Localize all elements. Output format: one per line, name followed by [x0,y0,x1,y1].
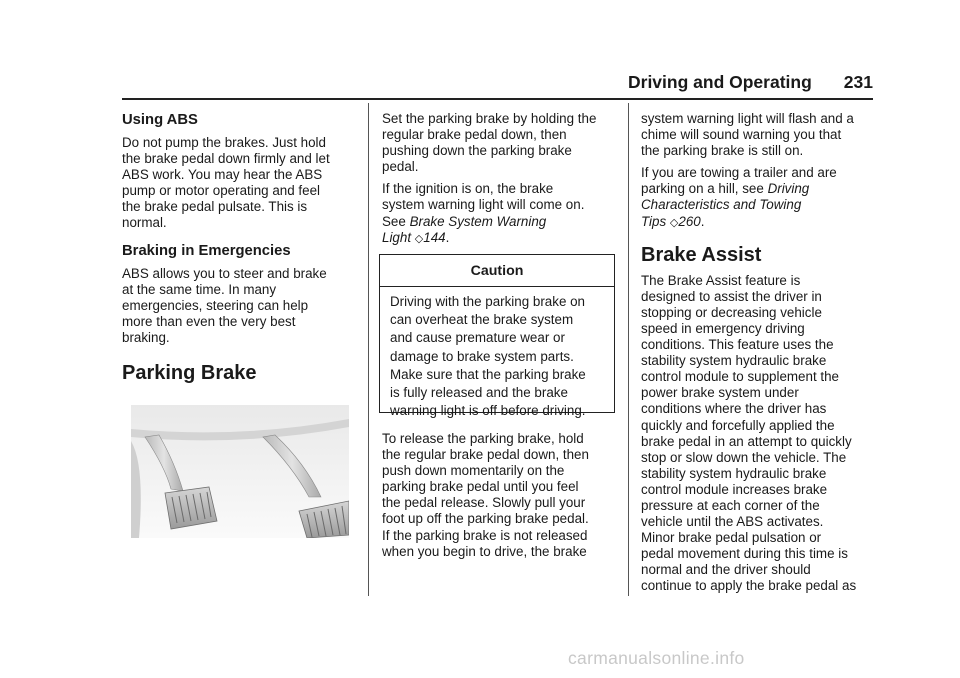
heading-braking-emergencies: Braking in Emergencies [122,242,291,259]
column-divider-2 [628,103,629,596]
paragraph-brake-assist: The Brake Assist feature is designed to assist the driver in stopping or decreasing vehicle speed in emergency driving conditions. This feature uses the stability system hydraulic brake control module to supplement the power brake system under conditions where the driver has quickly and forcefully applied the brake pedal in an attempt to quickly stop or slow down the vehicle. The stability system hydraulic brake control module increases brake pressure at each corner of the vehicle until the ABS activates. Minor brake pedal pulsation or pedal movement during this time is normal and the driver should continue to apply the brake pedal as [641,272,857,594]
caution-text: Driving with the parking brake on can overheat the brake system and cause premature wear or damage to brake system parts. Make sure that the parking brake is fully released and the brake warning light is off before driving. [390,294,586,419]
paragraph-set-parking-brake: Set the parking brake by holding the regular brake pedal down, then pushing down the parking brake pedal. [382,111,597,175]
page-number: 231 [843,72,873,92]
paragraph-braking-emergencies: ABS allows you to steer and brake at the same time. In many emergencies, steering can help more than even the very best braking. [122,265,327,345]
section-title: Driving and Operating [628,72,812,92]
column-2 [382,111,622,253]
link-driving-characteristics-cont[interactable]: Characteristics and Towing [641,197,802,213]
heading-parking-brake: Parking Brake [122,362,257,385]
paragraph-towing: If you are towing a trailer and are parking on a hill, see Driving Characteristics and Towing Tips ◇260. [641,165,837,229]
column-divider-1 [368,103,369,596]
header-rule [122,98,873,100]
paragraph-release-parking-brake: To release the parking brake, hold the regular brake pedal down, then push down momentarily on the parking brake pedal until you feel the pedal release. Slowly pull your foot up off the parking brake pedal. If the parking brake is not released when you begin to drive, the brake [382,431,589,559]
page-reference-number[interactable]: 260 [678,213,701,229]
heading-using-abs: Using ABS [122,112,198,128]
column-3 [641,111,881,601]
link-driving-characteristics-end[interactable]: Tips [641,213,667,229]
paragraph-ignition-warning: If the ignition is on, the brake system warning light will come on. See Brake System Warning Light ◇144. [382,181,585,245]
link-brake-system-warning-light-cont[interactable]: Light [382,229,412,245]
caution-title: Caution [470,263,524,279]
caution-box [379,254,615,419]
caution-divider [380,286,614,287]
page-reference-icon: ◇ [414,232,424,245]
heading-brake-assist: Brake Assist [641,243,762,266]
parking-brake-pedal-icon [165,487,217,529]
page-reference-icon: ◇ [669,216,679,229]
watermark: carmanualsonline.info [568,648,745,668]
brake-pedals-illustration [131,405,349,538]
link-brake-system-warning-light[interactable]: Brake System Warning [409,213,547,229]
link-driving-characteristics[interactable]: Driving [767,181,810,197]
page-reference-number[interactable]: 144 [423,229,446,245]
paragraph-using-abs: Do not pump the brakes. Just hold the brake pedal down firmly and let ABS work. You may hear the ABS pump or motor operating and feel the brake pedal pulsate. This is normal. [122,135,330,231]
paragraph-warning-flash: system warning light will flash and a chime will sound warning you that the parking brake is still on. [641,111,854,159]
column-1 [122,111,362,385]
column-2-lower [382,431,622,566]
page-header [628,72,873,94]
